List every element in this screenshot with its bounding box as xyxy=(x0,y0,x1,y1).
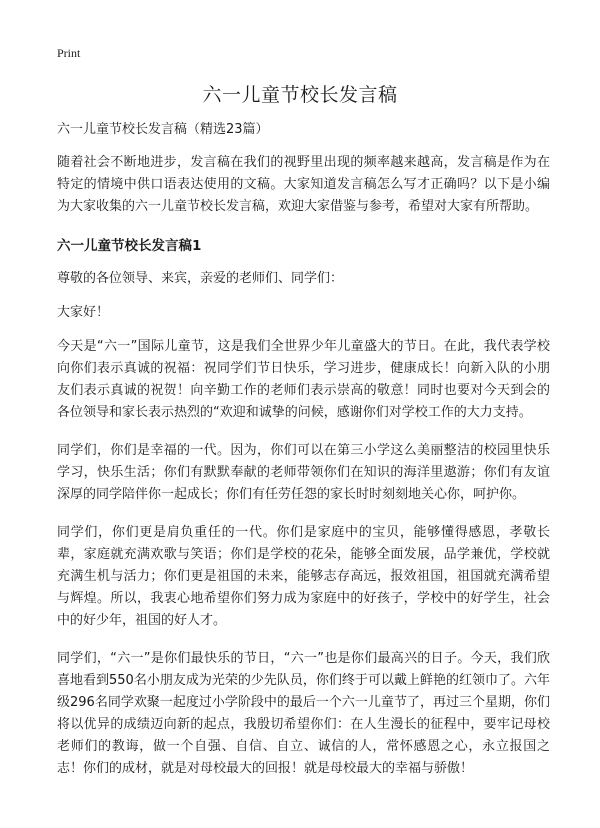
print-link[interactable]: Print xyxy=(57,46,81,60)
body-paragraph: 同学们，“六一”是你们最快乐的节日，“六一”也是你们最高兴的日子。今天，我们欣喜地看到550名小朋友成为光荣的少先队员，你们终于可以戴上鲜艳的红领巾了。六年级296名同学欢聚一起度过小学阶段中的最后一个六一儿童节了，再过三个星期，你们将以优异的成绩迈向新的起点，我殷切希望你们：在人生漫长的征程中，要牢记母校老师们的教诲，做一个自强、自信、自立、诚信的人，常怀感恩之心，永立报国之志！你们的成材，就是对母校最大的回报！就是母校最大的幸福与骄傲！ xyxy=(57,651,550,776)
article-subtitle: 六一儿童节校长发言稿（精选23篇） xyxy=(57,122,269,137)
section-heading: 六一儿童节校长发言稿1 xyxy=(57,238,202,254)
article-body xyxy=(57,120,550,792)
salutation-paragraph: 尊敬的各位领导、来宾，亲爱的老师们、同学们： xyxy=(57,271,344,286)
body-paragraph: 今天是“六一”国际儿童节，这是我们全世界少年儿童盛大的节日。在此，我代表学校向你们表示真诚的祝福：祝同学们节日快乐，学习进步，健康成长！向新入队的小朋友们表示真诚的祝贺！向辛勤工作的老师们表示崇高的敬意！同时也要对今天到会的各位领导和家长表示热烈的“欢迎和诚挚的问候，感谢你们对学校工作的大力支持。 xyxy=(57,339,550,420)
greeting-paragraph: 大家好！ xyxy=(57,305,110,320)
body-paragraph: 同学们，你们是幸福的一代。因为，你们可以在第三小学这么美丽整洁的校园里快乐学习，快乐生活；你们有默默奉献的老师带领你们在知识的海洋里遨游；你们有友谊深厚的同学陪伴你一起成长；你们有任劳任怨的家长时时刻刻地关心你，呵护你。 xyxy=(57,443,550,502)
intro-paragraph: 随着社会不断地进步，发言稿在我们的视野里出现的频率越来越高，发言稿是作为在特定的情境中供口语表达使用的文稿。大家知道发言稿怎么写才正确吗？以下是小编为大家收集的六一儿童节校长发言稿，欢迎大家借鉴与参考，希望对大家有所帮助。 xyxy=(57,155,550,214)
body-paragraph: 同学们，你们更是肩负重任的一代。你们是家庭中的宝贝，能够懂得感恩，孝敬长辈，家庭就充满欢歌与笑语；你们是学校的花朵，能够全面发展，品学兼优，学校就充满生机与活力；你们更是祖国的未来，能够志存高远，报效祖国，祖国就充满希望与辉煌。所以，我衷心地希望你们努力成为家庭中的好孩子，学校中的好学生，社会中的好少年，祖国的好人才。 xyxy=(57,525,550,628)
page-title: 六一儿童节校长发言稿 xyxy=(202,84,398,106)
